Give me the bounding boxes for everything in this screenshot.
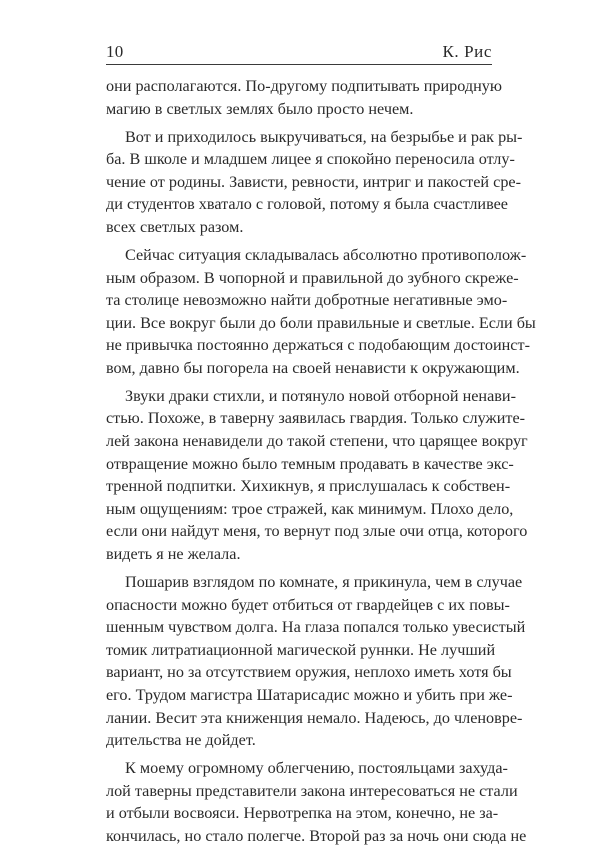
text-line: томик литратиационной магической руннки. Не лучший (106, 640, 496, 659)
text-line: лании. Весит эта книженция немало. Надеюсь, до членовре- (106, 708, 523, 727)
text-line: его. Трудом магистра Шатарисадис можно и убить при же- (106, 686, 513, 704)
text-line: они располагаются. По-другому подпитывать природную (106, 77, 502, 95)
running-head-author: К. Рис (442, 42, 492, 61)
body-text (106, 75, 536, 848)
text-line: не привычка постоянно держаться с подобающим достоинст- (106, 336, 530, 355)
text-line: кончилась, но стало полегче. Второй раз за ночь они сюда не (106, 826, 527, 845)
text-line: вом, давно бы погорела на своей ненависти к окружающим. (106, 358, 520, 377)
text-line: Вот и приходилось выкручиваться, на безрыбье и рак ры- (125, 127, 523, 146)
text-line: ным ощущениям: трое стражей, как минимум. Плохо дело, (106, 499, 514, 518)
page-number: 10 (106, 42, 124, 61)
text-line: ба. В школе и младшем лицее я спокойно переносила отлу- (106, 150, 515, 169)
text-line: отвращение можно было темным продавать в качестве экс- (106, 454, 514, 473)
text-line: Звуки драки стихли, и потянуло новой отборной ненави- (125, 386, 516, 405)
text-line: ным образом. В чопорной и правильной до зубного скреже- (106, 268, 519, 287)
text-line: всех светлых разом. (106, 217, 244, 236)
running-header (106, 38, 492, 65)
text-line: дительства не дойдет. (106, 731, 256, 750)
text-line: К моему огромному облегчению, постояльцами захуда- (125, 759, 508, 778)
text-line: и отбыли восвояси. Нервотрепка на этом, конечно, не за- (106, 804, 499, 823)
text-line: Сейчас ситуация складывалась абсолютно противополож- (125, 245, 527, 264)
text-line: шенным чувством долга. На глаза попался только увесистый (106, 618, 526, 637)
text-line: чение от родины. Зависти, ревности, интриг и пакостей сре- (106, 172, 521, 191)
text-line: та столице невозможно найти добротные негативные эмо- (106, 291, 508, 310)
text-line: ции. Все вокруг были до боли правильные и светлые. Если бы (106, 313, 536, 332)
text-line: Пошарив взглядом по комнате, я прикинула, чем в случае (125, 573, 523, 592)
text-line: видеть я не желала. (106, 545, 241, 564)
text-line: стью. Похоже, в таверну заявилась гвардия. Только служите- (106, 409, 526, 428)
text-line: опасности можно будет отбиться от гвардейцев с их повы- (106, 595, 510, 614)
text-line: лей закона ненавидели до такой степени, что царящее вокруг (106, 432, 528, 451)
text-line: магию в светлых землях было просто нечем. (106, 99, 414, 118)
text-line: вариант, но за отсутствием оружия, неплохо иметь хотя бы (106, 663, 512, 682)
text-line: ди студентов хватало с головой, потому я была счастливее (106, 195, 508, 214)
text-line: лой таверны представители закона интересоваться не стали (106, 781, 518, 800)
text-line: если они найдут меня, то вернут под злые очи отца, которого (106, 522, 528, 541)
text-line: тренной подпитки. Хихикнув, я прислушалась к собствен- (106, 477, 511, 496)
